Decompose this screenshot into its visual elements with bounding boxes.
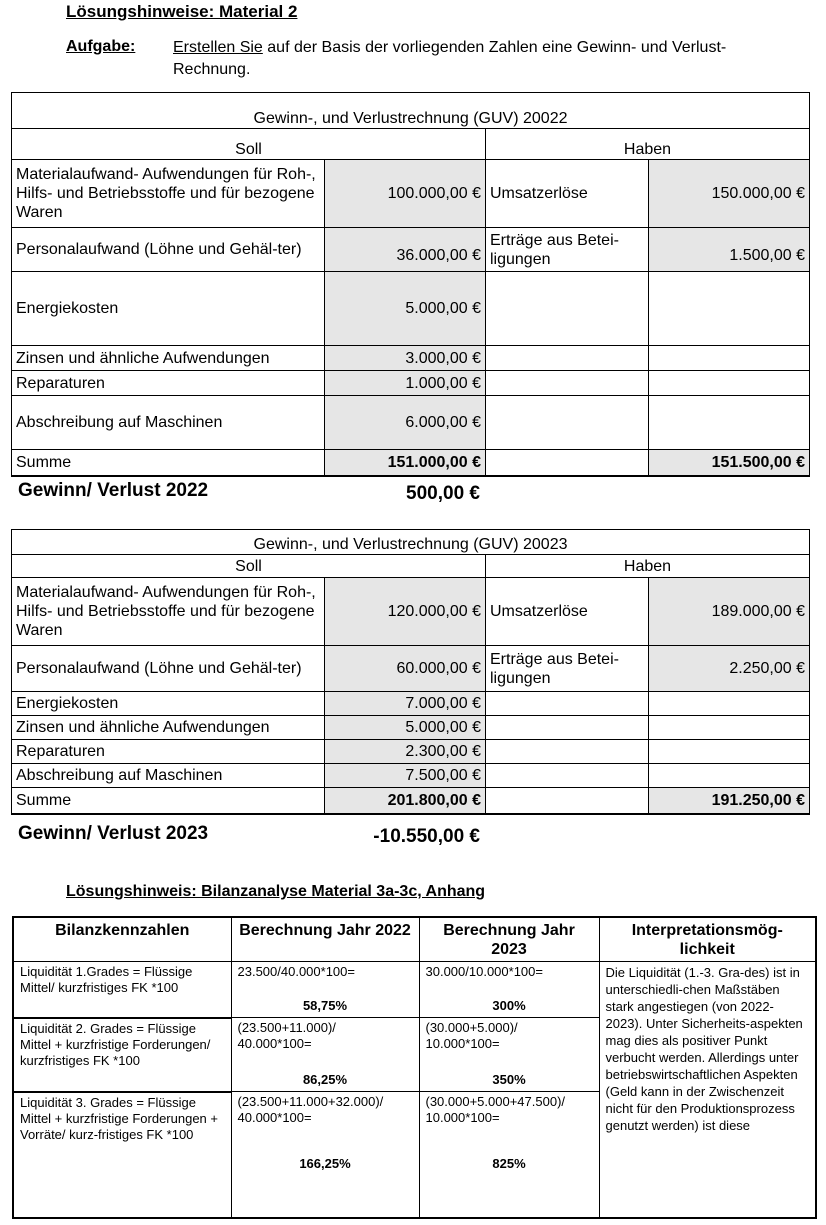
guv-2022-row-label: Energiekosten (12, 272, 325, 346)
bilanz-calc-text: (23.500+11.000+32.000)/ 40.000*100= (237, 1094, 384, 1125)
guv-2023-title: Gewinn-, und Verlustrechnung (GUV) 20023 (12, 530, 810, 555)
bilanz-row-label: Liquidität 1.Grades = Flüssige Mittel/ kurzfristiges FK *100 (13, 962, 231, 1018)
guv-2023-haben-label (486, 764, 649, 788)
bilanz-header-2022: Berechnung Jahr 2022 (231, 917, 419, 962)
guv-2022-row-label: Reparaturen (12, 371, 325, 396)
guv-2022-haben-header: Haben (486, 129, 810, 160)
guv-2022-row-label: Materialaufwand- Aufwendungen für Roh-, Hilfs- und Betriebsstoffe und für bezogene Waren (12, 160, 325, 228)
guv-2022-soll-header: Soll (12, 129, 486, 160)
guv-2022-row-value: 100.000,00 € (325, 160, 486, 228)
bilanz-result: 166,25% (299, 1156, 351, 1171)
bilanz-heading: Lösungshinweis: Bilanzanalyse Material 3a-3c, Anhang (66, 883, 486, 900)
guv-2023-haben-label (486, 692, 649, 716)
bilanz-header-2023: Berechnung Jahr 2023 (419, 917, 599, 962)
guv-2023-haben-value: 189.000,00 € (649, 578, 810, 646)
page-heading: Lösungshinweise: Material 2 (66, 2, 298, 21)
guv-2023-row-label: Zinsen und ähnliche Aufwendungen (12, 716, 325, 740)
guv-2023-haben-value: 2.250,00 € (649, 646, 810, 692)
bilanz-calc-text: 23.500/40.000*100= (237, 964, 355, 979)
bilanz-row-label: Liquidität 3. Grades = Flüssige Mittel + kurzfristige Forderungen + Vorräte/ kurz-fristiges FK *100 (13, 1092, 231, 1218)
guv-2023-sum-soll: 201.800,00 € (325, 788, 486, 814)
guv-2022-row-label: Zinsen und ähnliche Aufwendungen (12, 346, 325, 371)
guv-2022-row-value: 1.000,00 € (325, 371, 486, 396)
guv-2022-haben-label: Umsatzerlöse (486, 160, 649, 228)
guv-2023-haben-label: Erträge aus Betei-ligungen (486, 646, 649, 692)
guv-2022-sum-haben: 151.500,00 € (649, 450, 810, 476)
guv-2023-row-value: 5.000,00 € (325, 716, 486, 740)
guv-2022-row-value: 6.000,00 € (325, 396, 486, 450)
guv-2022-result-value: 500,00 € (406, 483, 480, 504)
bilanz-calc-text: (23.500+11.000)/ 40.000*100= (237, 1020, 336, 1051)
guv-2023-haben-label (486, 740, 649, 764)
bilanz-interpretation: Die Liquidität (1.-3. Gra-des) ist in unterschiedli-chen Maßstäben stark angestiegen (von 2022-2023). Unter Sicherheits-aspekten mag dies als positiver Punkt verbucht werden. Allerdings unter betriebswirtschaftlichen Aspekten (Geld kann in der Zwischenzeit nicht für den Produktionsprozess genutzt werden) ist diese (599, 962, 816, 1218)
guv-2022-haben-label (486, 272, 649, 346)
guv-2023-haben-value (649, 740, 810, 764)
guv-2023-soll-header: Soll (12, 555, 486, 578)
bilanz-calc-2023 (419, 1092, 599, 1218)
task-label: Aufgabe: (66, 38, 136, 55)
task-text (173, 37, 773, 81)
guv-2022-row-value: 5.000,00 € (325, 272, 486, 346)
bilanz-calc-text: (30.000+5.000+47.500)/ 10.000*100= (425, 1094, 566, 1125)
guv-2023-row-label: Materialaufwand- Aufwendungen für Roh-, Hilfs- und Betriebsstoffe und für bezogene Waren (12, 578, 325, 646)
bilanz-calc-2023 (419, 1018, 599, 1092)
bilanz-result: 825% (492, 1156, 526, 1171)
guv-2023-result-value: -10.550,00 € (373, 826, 480, 847)
guv-2022-haben-label (486, 371, 649, 396)
guv-2023-row-value: 7.000,00 € (325, 692, 486, 716)
guv-2023-row-value: 120.000,00 € (325, 578, 486, 646)
guv-2022-sum-empty (486, 450, 649, 476)
bilanz-header-kennzahlen: Bilanzkennzahlen (13, 917, 231, 962)
guv-2023-row-value: 7.500,00 € (325, 764, 486, 788)
bilanz-calc-2022 (231, 962, 419, 1018)
guv-2023-row-label: Abschreibung auf Maschinen (12, 764, 325, 788)
bilanz-result: 300% (492, 998, 526, 1013)
bilanz-result: 350% (492, 1072, 526, 1087)
guv-2022-row-label: Personalaufwand (Löhne und Gehäl-ter) (12, 228, 325, 272)
guv-2022-haben-value (649, 272, 810, 346)
guv-2023-row-value: 2.300,00 € (325, 740, 486, 764)
guv-2023-haben-value (649, 692, 810, 716)
guv-2022-haben-value (649, 371, 810, 396)
bilanz-calc-text: (30.000+5.000)/ 10.000*100= (425, 1020, 518, 1051)
guv-2023-sum-haben: 191.250,00 € (649, 788, 810, 814)
guv-2023-haben-label: Umsatzerlöse (486, 578, 649, 646)
guv-2023-haben-header: Haben (486, 555, 810, 578)
guv-2022-sum-soll: 151.000,00 € (325, 450, 486, 476)
guv-2022-result-label: Gewinn/ Verlust 2022 (18, 480, 209, 501)
guv-2023-row-value: 60.000,00 € (325, 646, 486, 692)
guv-2022-row-value: 3.000,00 € (325, 346, 486, 371)
guv-2023-table (11, 529, 810, 815)
guv-2023-haben-value (649, 716, 810, 740)
bilanz-result: 86,25% (302, 1072, 348, 1087)
guv-2023-sum-empty (486, 788, 649, 814)
guv-2022-title: Gewinn-, und Verlustrechnung (GUV) 20022 (12, 93, 810, 129)
guv-2022-haben-value (649, 396, 810, 450)
guv-2022-table (11, 92, 810, 477)
guv-2022-haben-value: 1.500,00 € (649, 228, 810, 272)
guv-2022-haben-label (486, 396, 649, 450)
bilanz-table (12, 916, 817, 1219)
guv-2022-haben-label: Erträge aus Betei-ligungen (486, 228, 649, 272)
task-text-underlined: Erstellen Sie (173, 39, 263, 56)
guv-2023-row-label: Personalaufwand (Löhne und Gehäl-ter) (12, 646, 325, 692)
bilanz-row-label: Liquidität 2. Grades = Flüssige Mittel + kurzfristige Forderungen/ kurzfristiges FK *100 (13, 1018, 231, 1092)
guv-2022-row-label: Abschreibung auf Maschinen (12, 396, 325, 450)
bilanz-calc-2022 (231, 1092, 419, 1218)
guv-2022-sum-label: Summe (12, 450, 325, 476)
bilanz-calc-text: 30.000/10.000*100= (425, 964, 543, 979)
task-text-rest: auf der Basis der vorliegenden Zahlen eine Gewinn- und Verlust-Rechnung. (173, 39, 727, 78)
bilanz-calc-2022 (231, 1018, 419, 1092)
guv-2022-haben-value (649, 346, 810, 371)
guv-2023-haben-label (486, 716, 649, 740)
guv-2023-row-label: Reparaturen (12, 740, 325, 764)
guv-2023-haben-value (649, 764, 810, 788)
guv-2023-row-label: Energiekosten (12, 692, 325, 716)
guv-2022-row-value: 36.000,00 € (325, 228, 486, 272)
bilanz-calc-2023 (419, 962, 599, 1018)
bilanz-header-interpretation: Interpretationsmög-lichkeit (599, 917, 816, 962)
bilanz-result: 58,75% (302, 998, 348, 1013)
guv-2022-haben-value: 150.000,00 € (649, 160, 810, 228)
guv-2023-sum-label: Summe (12, 788, 325, 814)
guv-2022-haben-label (486, 346, 649, 371)
guv-2023-result-label: Gewinn/ Verlust 2023 (18, 823, 209, 844)
